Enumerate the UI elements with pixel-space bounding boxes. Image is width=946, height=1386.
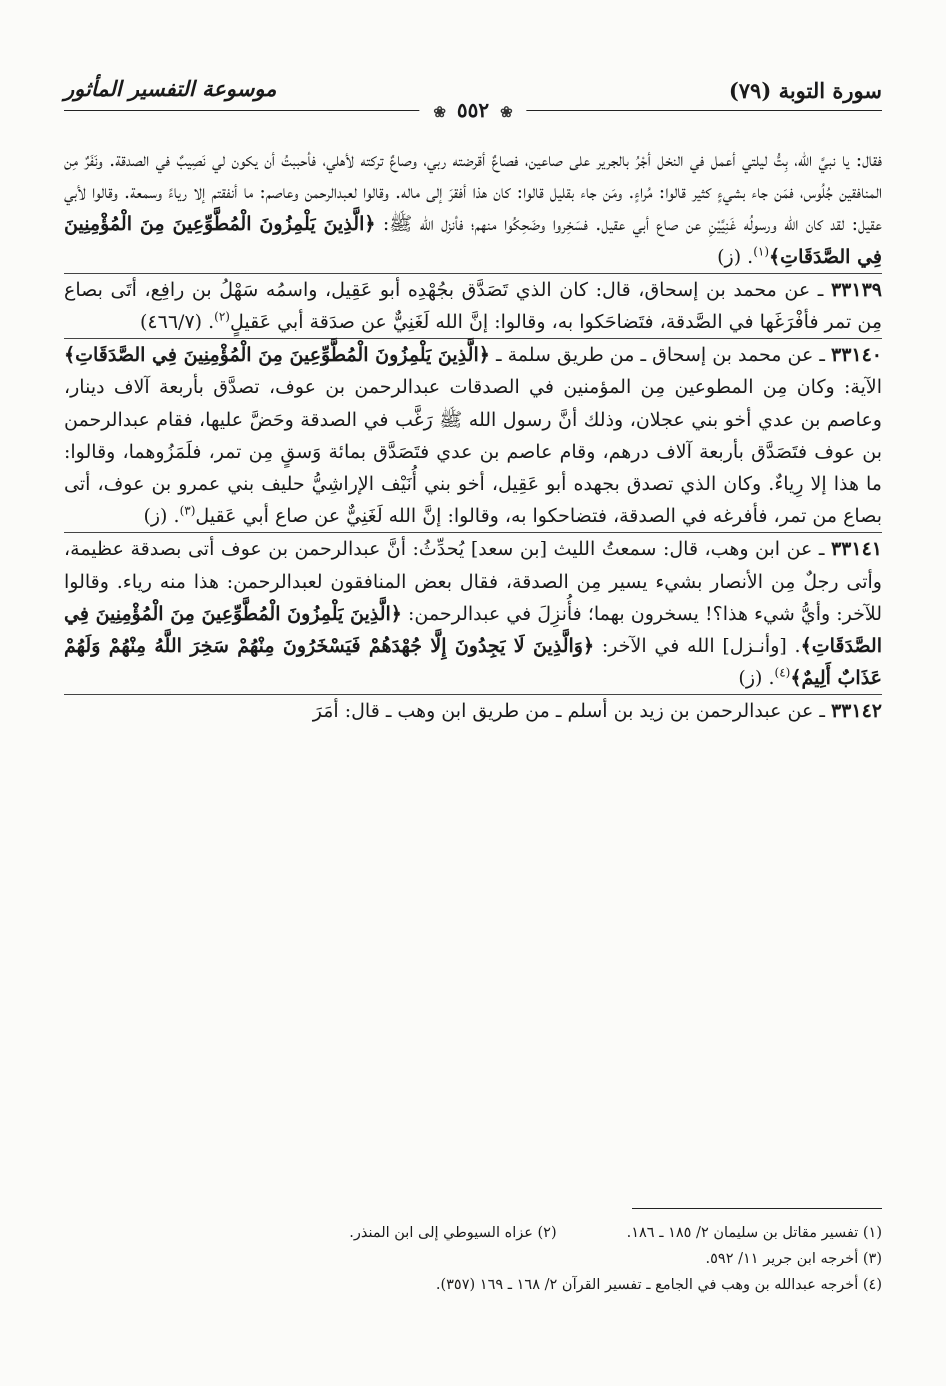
grade-mark: . (٤٦٦/٧)	[140, 311, 215, 334]
ornament-left: ❀	[433, 103, 446, 121]
narration-number: ٣٣١٤١	[830, 538, 882, 561]
narration-33142	[64, 694, 882, 727]
surah-title: سورة التوبة (٧٩)	[728, 78, 882, 103]
page-number: ٥٥٢	[456, 98, 490, 122]
grade-mark: . (ز)	[717, 245, 754, 268]
page-header	[64, 70, 882, 130]
narration-33140	[64, 338, 882, 532]
footnotes	[64, 1220, 882, 1298]
narration-number: ٣٣١٣٩	[830, 278, 882, 301]
book-page	[64, 70, 882, 1366]
narration-33141	[64, 532, 882, 694]
narration-text: ـ عن عبدالرحمن بن زيد بن أسلم ـ من طريق ابن وهب ـ قال: أمَرَ	[312, 700, 825, 723]
footnote-3: (٣) أخرجه ابن جرير ١١/ ٥٩٢.	[705, 1251, 882, 1267]
footnote-ref: (٢)	[214, 309, 230, 324]
quran-verse: ﴿الَّذِينَ يَلْمِزُونَ الْمُطَّوِّعِينَ مِنَ الْمُؤْمِنِينَ فِي الصَّدَقَاتِ﴾	[64, 213, 882, 268]
narration-number: ٣٣١٤٢	[830, 700, 882, 723]
footnote-1: (١) تفسير مقاتل بن سليمان ٢/ ١٨٥ ـ ١٨٦.	[626, 1225, 882, 1241]
narration-text: ـ عن ابن وهب، قال: سمعتُ الليث [بن سعد] يُحدِّثُ: أنَّ عبدالرحمن بن عوف أتى بصدقة عظيمة، وأتى رجلٌ مِن الأنصار بشيء يسير مِن الصدقة، فقال بعض المنافقون لعبدالرحمن: هذا منه رياء. وقالوا للآخر: وأيُّ شيء هذا؟! يسخرون بهما؛ فأُنزِلَ في عبدالرحمن:	[64, 538, 883, 625]
footnote-row	[64, 1220, 882, 1246]
footnote-rule	[632, 1208, 882, 1209]
narration-number: ٣٣١٤٠	[830, 344, 883, 367]
quran-verse: ﴿الَّذِينَ يَلْمِزُونَ الْمُطَّوِّعِينَ مِنَ الْمُؤْمِنِينَ فِي الصَّدَقَاتِ﴾	[64, 602, 883, 658]
narration-text-mid: . [وأنـزل] الله في الآخر:	[601, 635, 801, 658]
narration-text: الآية: وكان مِن المطوعين مِن المؤمنين في الصدقات عبدالرحمن بن عوف، تصدَّق بأربعة آلاف دينار، وعاصم بن عدي أخو بني عجلان، وذلك أنَّ رسول الله ﷺ رَغَّب في الصدقة وحَضَّ عليها، فقام عبدالرحمن بن عوف فتَصَدَّق بأربعة آلاف درهم، وقام عاصم بن عدي فتَصَدَّق بمائة وَسقٍ مِن تمر، فلَمَزُوهما، وقالوا: ما هذا إلا رِياءٌ. وكان الذي تصدق بجهده أبو عَقِيل، أخو بني أُنَيْف الإراشِيُّ حليف بني عمرو بن عوف، أتى بصاع من تمر، فأفرغه في الصدقة، فتضاحكوا به، وقالوا: إنَّ الله لَغَنِيٌّ عن صاع أبي عَقيل	[64, 376, 882, 528]
ornament-right: ❀	[500, 103, 513, 121]
narration-chain: ـ عن محمد بن إسحاق ـ من طريق سلمة ـ	[495, 344, 825, 367]
footnote-ref: (٣)	[179, 503, 196, 518]
paragraph-continuation	[64, 144, 882, 273]
footnote-4: (٤) أخرجه عبدالله بن وهب في الجامع ـ تفسير القرآن ٢/ ١٦٨ ـ ١٦٩ (٣٥٧).	[435, 1277, 882, 1293]
quran-verse: ﴿وَالَّذِينَ لَا يَجِدُونَ إِلَّا جُهْدَهُمْ فَيَسْخَرُونَ مِنْهُمْ سَخِرَ اللَّهُ مِنْهُمْ وَلَهُمْ عَذَابٌ أَلِيمٌ﴾	[64, 635, 882, 690]
narration-33139	[64, 273, 882, 338]
page-text	[64, 144, 882, 728]
footnote-ref: (١)	[753, 244, 770, 259]
quran-verse: ﴿الَّذِينَ يَلْمِزُونَ الْمُطَّوِّعِينَ مِنَ الْمُؤْمِنِينَ فِي الصَّدَقَاتِ﴾	[64, 344, 490, 367]
page-number-box	[419, 98, 526, 122]
footnote-2: (٢) عزاه السيوطي إلى ابن المنذر.	[349, 1225, 557, 1241]
footnote-ref: (٤)	[774, 665, 791, 680]
narration-text: ـ عن محمد بن إسحاق، قال: كان الذي تَصَدَّق بجُهْدِه أبو عَقِيل، واسمُه سَهْلُ بن رافِع، أتَى بصاع مِن تمر فأفْرَغَها في الصَّدقة، فتَضاحَكوا به، وقالوا: إنَّ الله لَغَنِيٌّ عن صدَقة أبي عَقيلٍ	[64, 278, 882, 334]
grade-mark: . (ز)	[738, 667, 775, 690]
paragraph-text: فقال: يا نبيَّ الله، بِتُّ ليلتي أعمل في النخل أجْرُ بالجرير على صاعين، فصاعٌ أقرضته ربي، وصاعٌ تركته لأهلي، فأحببتُ أن يكون لي نَصِيبٌ في الصدقة. ونَفَرٌ مِن المنافقين جُلُوس، فمَن جاء بشيءٍ كثير قالوا: مُراءٍ. ومَن جاء بقليل قالوا: كان هذا أفقرَ إلى ماله. وقالوا لعبدالرحمن وعاصم: ما أنفقتم إلا رياءً وسمعة. وقالوا لأبي عقيل: لقد كان الله ورسولُه غَنِيَّيْنِ عن صاع أبي عقيل. فسَخِروا وضَحِكُوا منهم؛ فأنزل الله ﷺ:	[64, 149, 882, 236]
grade-mark: . (ز)	[143, 505, 180, 528]
book-title: موسوعة التفسير المأثور	[64, 76, 277, 101]
